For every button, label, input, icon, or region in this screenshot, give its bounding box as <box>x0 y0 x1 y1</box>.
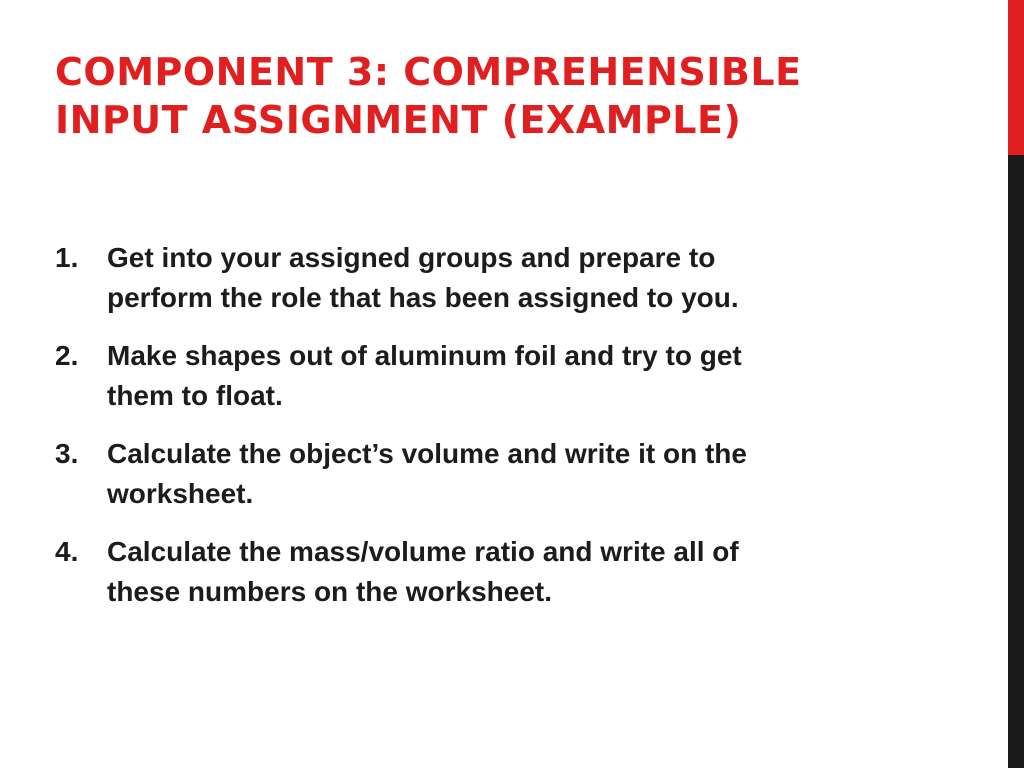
step-number: 4. <box>55 536 79 567</box>
step-text-line: worksheet. <box>107 478 254 509</box>
step-text-line: these numbers on the worksheet. <box>107 576 552 607</box>
accent-bar-dark <box>1008 155 1024 768</box>
slide-title-line: INPUT ASSIGNMENT (EXAMPLE) <box>55 98 742 142</box>
accent-bar-red <box>1008 0 1024 155</box>
step-item <box>55 532 955 612</box>
step-text-line: Calculate the object’s volume and write it on the <box>107 438 747 469</box>
step-text-line: perform the role that has been assigned to you. <box>107 282 739 313</box>
step-item <box>55 336 955 416</box>
step-item <box>55 238 955 318</box>
steps-list <box>55 238 955 630</box>
step-text-line: Get into your assigned groups and prepare to <box>107 242 716 273</box>
step-number: 2. <box>55 340 79 371</box>
step-text-line: Calculate the mass/volume ratio and write all of <box>107 536 739 567</box>
step-number: 3. <box>55 438 79 469</box>
step-text-line: them to float. <box>107 380 283 411</box>
slide-title <box>55 48 975 144</box>
step-number: 1. <box>55 242 79 273</box>
step-item <box>55 434 955 514</box>
slide-title-line: COMPONENT 3: COMPREHENSIBLE <box>55 50 802 94</box>
step-text-line: Make shapes out of aluminum foil and try to get <box>107 340 742 371</box>
